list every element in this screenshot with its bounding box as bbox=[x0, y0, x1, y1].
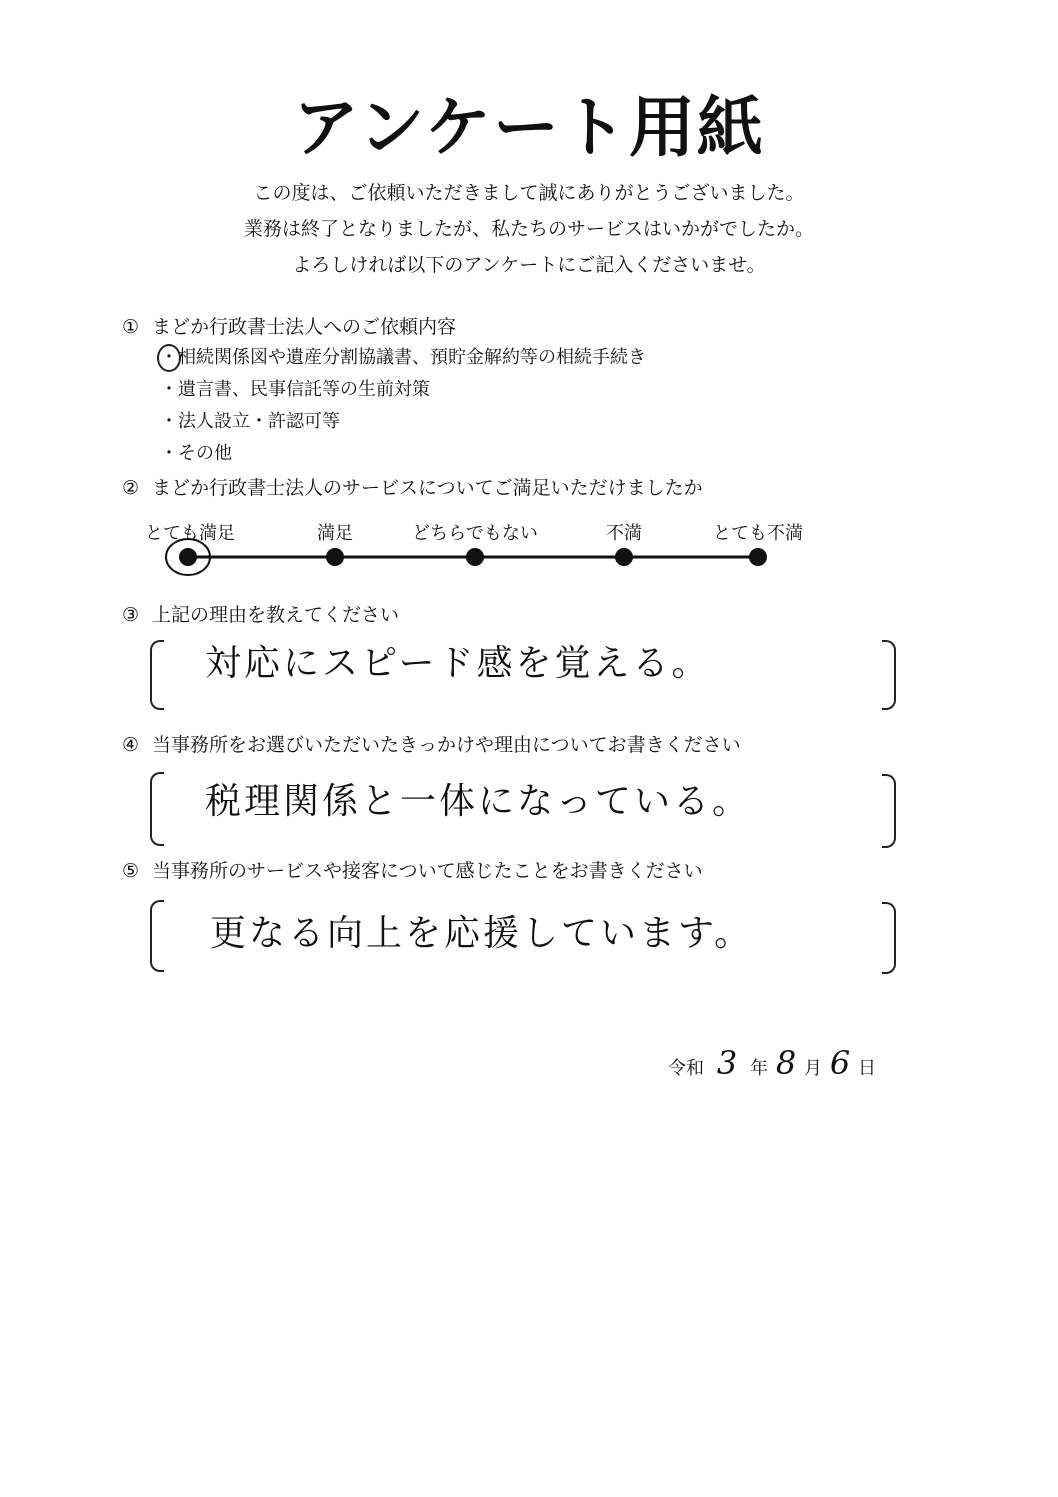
q3-answer[interactable]: 対応にスピード感を覚える。 bbox=[205, 643, 711, 684]
intro-line-3: よろしければ以下のアンケートにご記入くださいませ。 bbox=[292, 254, 766, 276]
scale-point-4[interactable] bbox=[615, 548, 633, 566]
q4-heading bbox=[122, 732, 741, 758]
q4-bracket-left bbox=[150, 772, 164, 846]
date-day[interactable]: 6 bbox=[829, 1044, 851, 1082]
q2-scale-label-2: 満足 bbox=[317, 523, 353, 544]
q4-answer[interactable]: 税理関係と一体になっている。 bbox=[205, 781, 752, 822]
q5-bracket-left bbox=[150, 900, 164, 972]
q2-label: まどか行政書士法人のサービスについてご満足いただけましたか bbox=[152, 477, 703, 499]
satisfaction-scale bbox=[150, 535, 800, 585]
scale-point-2[interactable] bbox=[326, 548, 344, 566]
q1-label: まどか行政書士法人へのご依頼内容 bbox=[152, 316, 457, 338]
q2-scale-label-3: どちらでもない bbox=[412, 523, 538, 544]
q3-bracket-left bbox=[150, 640, 164, 710]
q5-number: ⑤ bbox=[122, 860, 140, 882]
date-year[interactable]: 3 bbox=[716, 1044, 738, 1082]
intro-line-2: 業務は終了となりましたが、私たちのサービスはいかがでしたか。 bbox=[243, 218, 814, 240]
q4-number: ④ bbox=[122, 734, 140, 756]
date-year-unit: 年 bbox=[750, 1058, 768, 1079]
q1-number: ① bbox=[122, 316, 140, 338]
date-month[interactable]: 8 bbox=[775, 1044, 797, 1082]
q3-heading bbox=[122, 602, 399, 628]
scale-point-3[interactable] bbox=[466, 548, 484, 566]
q2-heading bbox=[122, 475, 703, 501]
q3-number: ③ bbox=[122, 604, 140, 626]
q5-label: 当事務所のサービスや接客について感じたことをお書きください bbox=[152, 860, 703, 882]
q1-heading bbox=[122, 314, 456, 340]
date-day-unit: 日 bbox=[858, 1058, 876, 1079]
q3-label: 上記の理由を教えてください bbox=[152, 604, 400, 626]
scale-point-5[interactable] bbox=[749, 548, 767, 566]
date-month-unit: 月 bbox=[804, 1058, 822, 1079]
q5-bracket-right bbox=[882, 902, 896, 974]
q2-scale-label-4: 不満 bbox=[606, 523, 642, 544]
q4-bracket-right bbox=[882, 774, 896, 848]
q4-label: 当事務所をお選びいただいたきっかけや理由についてお書きください bbox=[152, 734, 741, 756]
date-line bbox=[668, 1044, 876, 1084]
q5-answer[interactable]: 更なる向上を応援しています。 bbox=[210, 913, 754, 954]
q5-heading bbox=[122, 858, 703, 884]
scale-point-1[interactable] bbox=[179, 548, 197, 566]
q3-bracket-right bbox=[882, 640, 896, 710]
q2-number: ② bbox=[122, 477, 140, 499]
date-era: 令和 bbox=[668, 1058, 704, 1079]
q1-option-3[interactable]: ・法人設立・許認可等 bbox=[160, 411, 340, 432]
intro-line-1: この度は、ご依頼いただきまして誠にありがとうございました。 bbox=[253, 182, 805, 204]
q1-option-2[interactable]: ・遺言書、民事信託等の生前対策 bbox=[160, 379, 430, 400]
q2-scale-label-5: とても不満 bbox=[713, 523, 803, 544]
q1-option-4[interactable]: ・その他 bbox=[160, 443, 232, 464]
page-title: アンケート用紙 bbox=[292, 89, 766, 166]
q1-option-1[interactable]: ・相続関係図や遺産分割協議書、預貯金解約等の相続手続き bbox=[160, 347, 646, 368]
q2-scale-label-1: とても満足 bbox=[145, 523, 235, 544]
